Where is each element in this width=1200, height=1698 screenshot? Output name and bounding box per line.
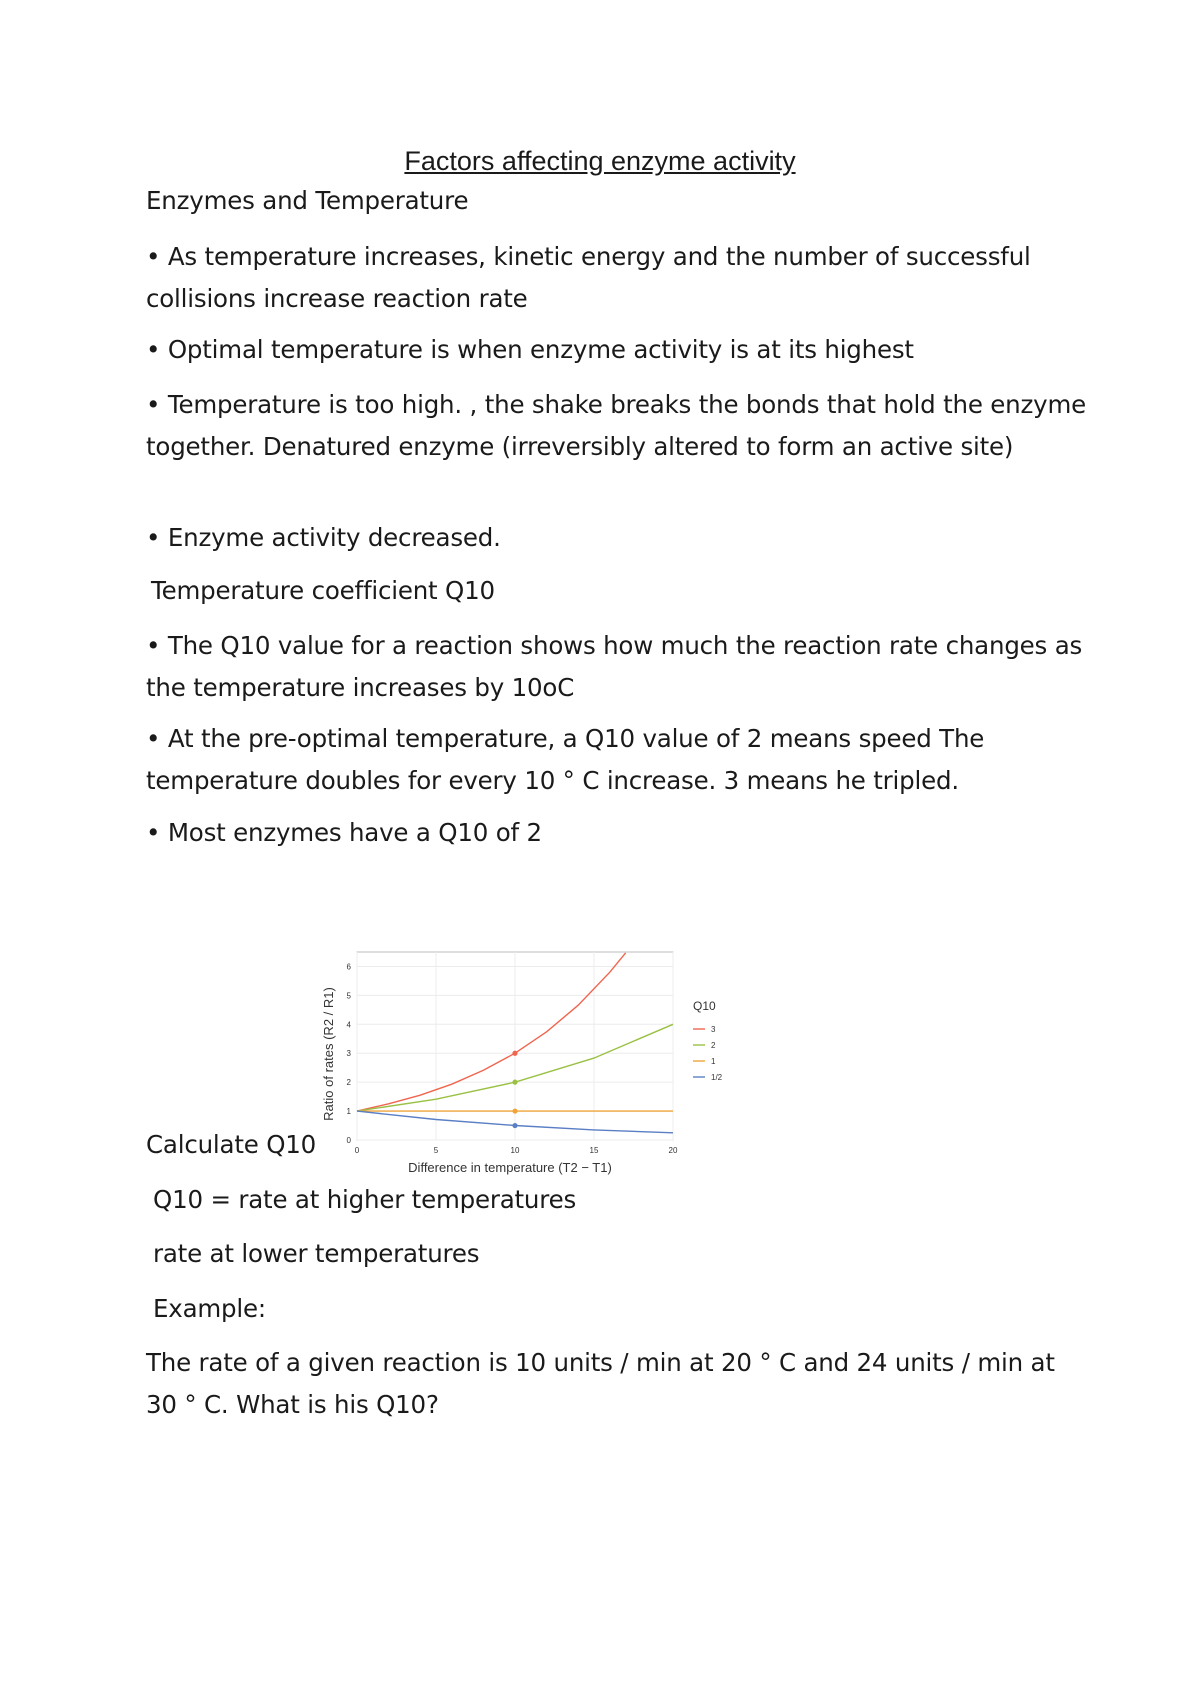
x-tick-label: 5 (433, 1146, 439, 1155)
x-tick-label: 10 (510, 1146, 520, 1155)
legend-label-4: 1/2 (711, 1073, 723, 1082)
section-heading-calculate: Calculate Q10 (146, 1130, 317, 1159)
x-tick-label: 20 (668, 1146, 678, 1155)
bullet-pre-optimal: • At the pre-optimal temperature, a Q10 value of 2 means speed The temperature doubles for every 10 ° C increase. 3 means he tripled. (146, 724, 985, 795)
series-marker-3 (512, 1108, 517, 1113)
bullet-activity-decreased: • Enzyme activity decreased. (146, 523, 501, 552)
bullet-q10-definition: • The Q10 value for a reaction shows how much the reaction rate changes as the temperature increases by 10oC (146, 631, 1083, 702)
x-axis-label: Difference in temperature (T2 − T1) (408, 1160, 612, 1175)
legend-label-1: 3 (711, 1025, 716, 1034)
series-marker-1 (512, 1051, 517, 1056)
bullet-kinetic-energy: • As temperature increases, kinetic energy and the number of successful collisions increase reaction rate (146, 242, 1031, 313)
legend-label-3: 1 (711, 1057, 716, 1066)
y-tick-label: 6 (346, 962, 351, 972)
formula-numerator: Q10 = rate at higher temperatures (153, 1185, 577, 1214)
y-tick-label: 4 (346, 1020, 351, 1030)
x-tick-label: 0 (354, 1146, 360, 1155)
y-tick-label: 0 (346, 1136, 351, 1145)
bullet-too-high: • Temperature is too high. , the shake breaks the bonds that hold the enzyme together. Denatured enzyme (irreversibly altered to form an active site) (146, 390, 1086, 461)
example-label: Example: (153, 1294, 266, 1323)
section-heading-temperature: Enzymes and Temperature (146, 186, 469, 215)
series-marker-2 (512, 1080, 517, 1085)
section-heading-q10: Temperature coefficient Q10 (151, 576, 495, 605)
page-title: Factors affecting enzyme activity (404, 146, 796, 176)
y-tick-label: 5 (346, 991, 351, 1001)
y-tick-label: 3 (346, 1049, 351, 1059)
y-tick-label: 1 (346, 1107, 351, 1117)
bullet-optimal-temperature: • Optimal temperature is when enzyme activity is at its highest (146, 335, 914, 364)
legend-label-2: 2 (711, 1041, 716, 1050)
y-tick-label: 2 (346, 1078, 351, 1088)
example-question: The rate of a given reaction is 10 units / min at 20 ° C and 24 units / min at 30 ° C. What is his Q10? (146, 1348, 1055, 1419)
x-tick-label: 15 (589, 1146, 599, 1155)
bullet-most-enzymes: • Most enzymes have a Q10 of 2 (146, 818, 542, 847)
y-axis-label: Ratio of rates (R2 / R1) (321, 987, 336, 1121)
formula-denominator: rate at lower temperatures (153, 1239, 480, 1268)
legend-title: Q10 (693, 999, 716, 1013)
